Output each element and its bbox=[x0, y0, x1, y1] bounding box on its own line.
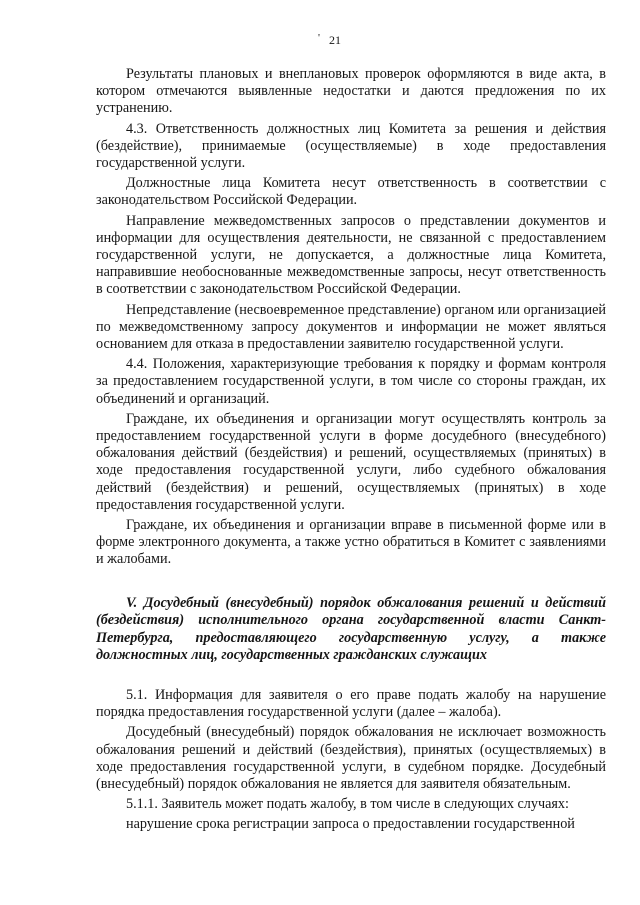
paragraph: Непредставление (несвоевременное представление) органом или организацией по межведомственному запросу документов и информации не может являться основанием для отказа в предоставлении заявителю государственной услуги. bbox=[96, 301, 606, 353]
paragraph: Граждане, их объединения и организации вправе в письменной форме или в форме электронного документа, а также устно обратиться в Комитет с заявлениями и жалобами. bbox=[96, 517, 606, 568]
page-number bbox=[0, 33, 640, 48]
document-body bbox=[96, 66, 606, 837]
page-number-value: 21 bbox=[329, 33, 341, 47]
paragraph: 4.4. Положения, характеризующие требования к порядку и формам контроля за предоставлением государственной услуги, в том числе со стороны граждан, их объединений и организаций. bbox=[96, 356, 606, 407]
paragraph: 4.3. Ответственность должностных лиц Комитета за решения и действия (бездействие), принимаемые (осуществляемые) в ходе предоставления государственной услуги. bbox=[96, 120, 606, 172]
page-mark: ' bbox=[318, 32, 320, 44]
paragraph: Досудебный (внесудебный) порядок обжалования не исключает возможность обжалования решений и действий (бездействия), принятых (осуществляемых) в ходе предоставления государственной услуги, в судебном порядке. Досудебный (внесудебный) порядок обжалования не является для заявителя обязательным. bbox=[96, 724, 606, 793]
paragraph: Должностные лица Комитета несут ответственность в соответствии с законодательством Российской Федерации. bbox=[96, 175, 606, 209]
section-heading: V. Досудебный (внесудебный) порядок обжалования решений и действий (бездействия) исполнительного органа государственной власти Санкт-Петербурга, предоставляющего государственную услугу, а также должностных лиц, государственных гражданских служащих bbox=[96, 594, 606, 664]
paragraph: 5.1. Информация для заявителя о его праве подать жалобу на нарушение порядка предоставления государственной услуги (далее – жалоба). bbox=[96, 687, 606, 721]
paragraph: 5.1.1. Заявитель может подать жалобу, в том числе в следующих случаях: bbox=[126, 796, 569, 813]
paragraph: Направление межведомственных запросов о представлении документов и информации для осуществления деятельности, не связанной с предоставлением государственной услуги, не допускается, а должностные лица Комитета, направившие необоснованные межведомственные запросы, несут ответственность в соответствии с законодательством Российской Федерации. bbox=[96, 212, 606, 298]
paragraph: нарушение срока регистрации запроса о предоставлении государственной bbox=[126, 816, 575, 833]
paragraph: Граждане, их объединения и организации могут осуществлять контроль за предоставлением государственной услуги в форме досудебного (внесудебного) обжалования действий (бездействия) и решений, осуществляемых (принятых) в ходе предоставления государственной услуги, либо судебного обжалования действий (бездействия) и решений, осуществляемых (принятых) в ходе предоставления государственной услуги. bbox=[96, 410, 606, 513]
paragraph: Результаты плановых и внеплановых проверок оформляются в виде акта, в котором отмечаются выявленные недостатки и даются предложения по их устранению. bbox=[96, 66, 606, 117]
